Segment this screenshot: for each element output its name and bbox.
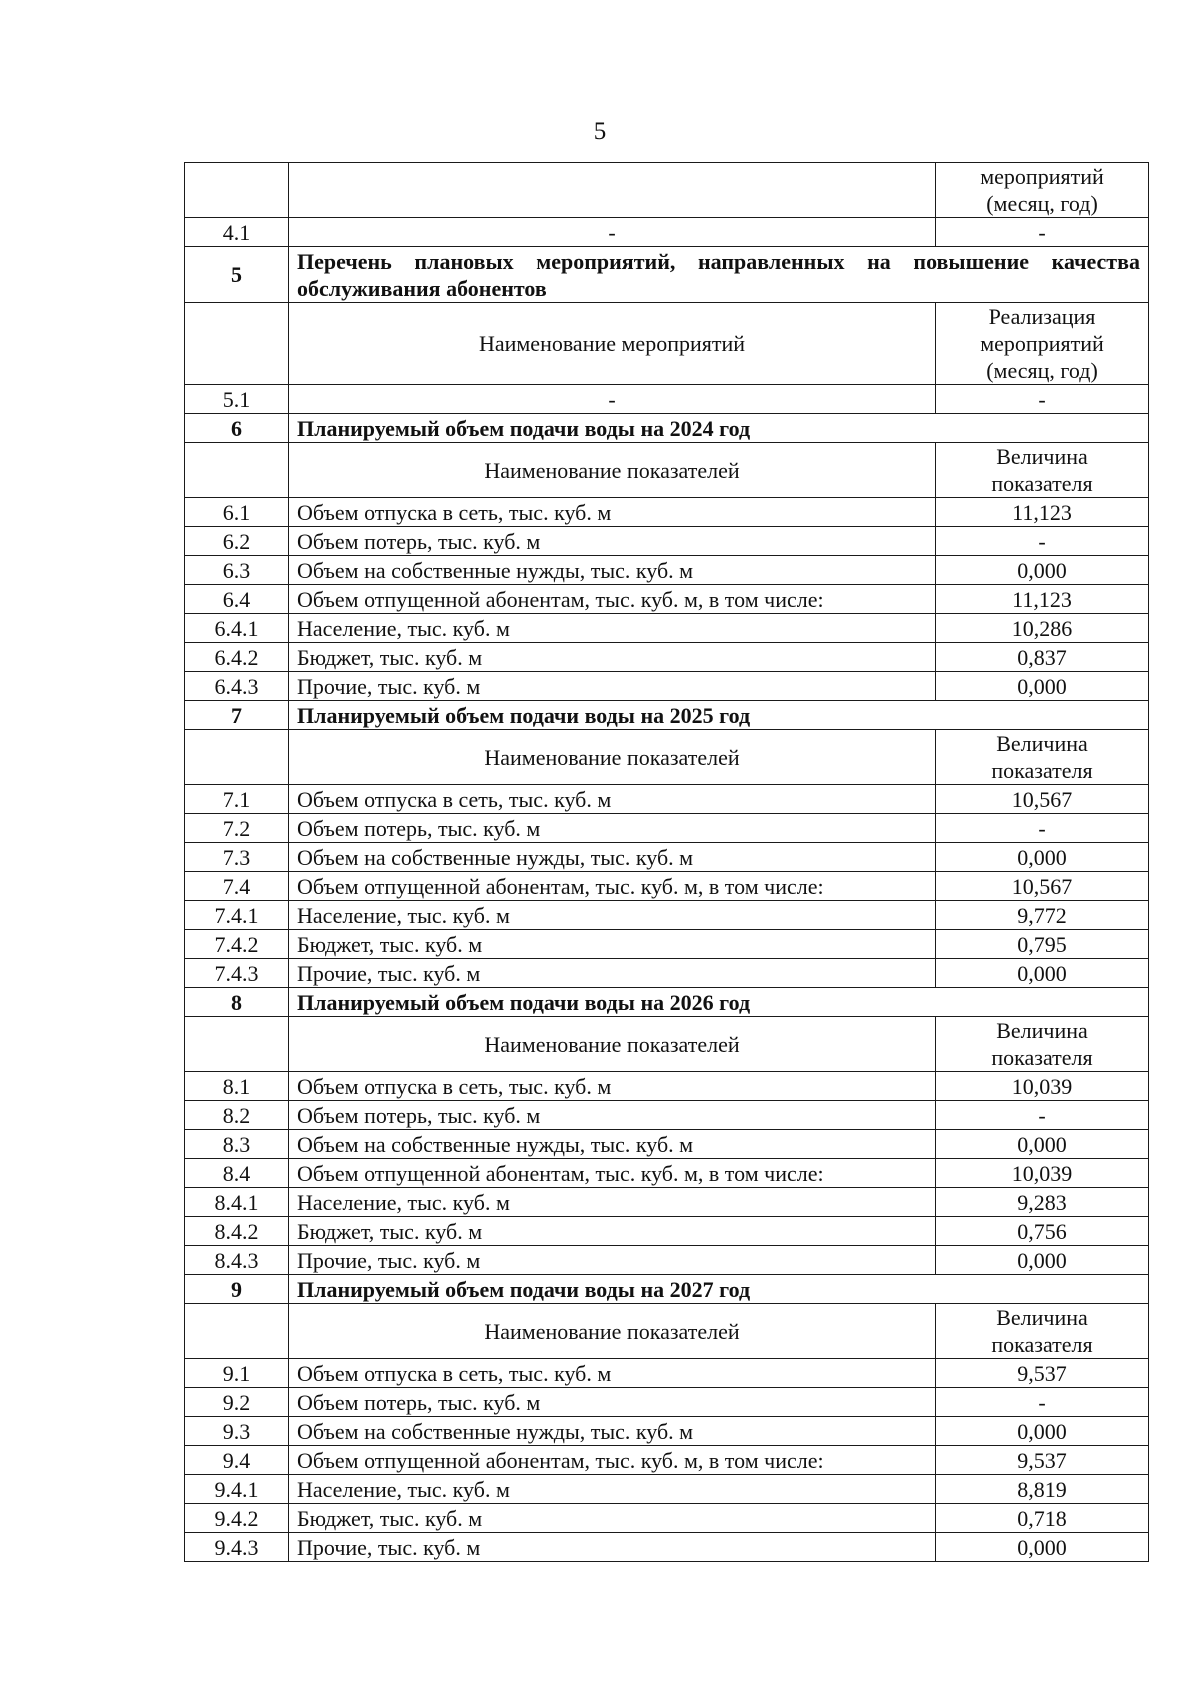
column-header-name: Наименование показателей bbox=[289, 730, 936, 785]
row-number: 8.2 bbox=[185, 1101, 289, 1130]
section-title-row bbox=[185, 247, 1149, 303]
row-number: 8.3 bbox=[185, 1130, 289, 1159]
row-value: 9,772 bbox=[936, 901, 1149, 930]
row-name: Прочие, тыс. куб. м bbox=[289, 1533, 936, 1562]
table-row bbox=[185, 1101, 1149, 1130]
header-value-cell: мероприятий (месяц, год) bbox=[936, 163, 1149, 218]
row-number: 9.4.1 bbox=[185, 1475, 289, 1504]
row-value: 11,123 bbox=[936, 498, 1149, 527]
section-title: Планируемый объем подачи воды на 2026 год bbox=[289, 988, 1149, 1017]
row-name: Объем отпуска в сеть, тыс. куб. м bbox=[289, 1359, 936, 1388]
table-row bbox=[185, 814, 1149, 843]
table-row bbox=[185, 901, 1149, 930]
row-number: 5.1 bbox=[185, 385, 289, 414]
row-name: Прочие, тыс. куб. м bbox=[289, 672, 936, 701]
section-title: Планируемый объем подачи воды на 2024 год bbox=[289, 414, 1149, 443]
row-value: 10,567 bbox=[936, 872, 1149, 901]
row-name: Бюджет, тыс. куб. м bbox=[289, 643, 936, 672]
row-value: 0,837 bbox=[936, 643, 1149, 672]
row-value: 0,000 bbox=[936, 959, 1149, 988]
table-row bbox=[185, 585, 1149, 614]
table-row bbox=[185, 1246, 1149, 1275]
row-number: 8.4.3 bbox=[185, 1246, 289, 1275]
column-header-row bbox=[185, 1017, 1149, 1072]
row-number: 7.1 bbox=[185, 785, 289, 814]
row-name: Объем отпущенной абонентам, тыс. куб. м, в том числе: bbox=[289, 872, 936, 901]
row-number: 8.4.2 bbox=[185, 1217, 289, 1246]
row-name: Объем на собственные нужды, тыс. куб. м bbox=[289, 1417, 936, 1446]
table-row bbox=[185, 218, 1149, 247]
row-value: 0,718 bbox=[936, 1504, 1149, 1533]
row-value: 10,567 bbox=[936, 785, 1149, 814]
table-row bbox=[185, 959, 1149, 988]
row-value: 0,000 bbox=[936, 1417, 1149, 1446]
section-title-row bbox=[185, 1275, 1149, 1304]
column-header-value: Величина показателя bbox=[936, 443, 1149, 498]
row-number: 4.1 bbox=[185, 218, 289, 247]
header-num-cell bbox=[185, 1304, 289, 1359]
row-value: 0,756 bbox=[936, 1217, 1149, 1246]
row-value: 8,819 bbox=[936, 1475, 1149, 1504]
column-header-row bbox=[185, 443, 1149, 498]
section-title: Перечень плановых мероприятий, направленных на повышение качества обслуживания абонентов bbox=[289, 247, 1149, 303]
row-value: 0,000 bbox=[936, 1533, 1149, 1562]
table-row bbox=[185, 498, 1149, 527]
row-number: 8.4.1 bbox=[185, 1188, 289, 1217]
row-number: 7.4.1 bbox=[185, 901, 289, 930]
row-number: 6.3 bbox=[185, 556, 289, 585]
section-title-row bbox=[185, 701, 1149, 730]
row-number: 9.4.2 bbox=[185, 1504, 289, 1533]
row-name: Объем потерь, тыс. куб. м bbox=[289, 1101, 936, 1130]
header-num-cell bbox=[185, 443, 289, 498]
row-value: 11,123 bbox=[936, 585, 1149, 614]
table-row bbox=[185, 1188, 1149, 1217]
header-name-cell bbox=[289, 163, 936, 218]
row-value: - bbox=[936, 385, 1149, 414]
row-name: Население, тыс. куб. м bbox=[289, 614, 936, 643]
header-num-cell bbox=[185, 1017, 289, 1072]
row-number: 9.2 bbox=[185, 1388, 289, 1417]
row-name: - bbox=[289, 218, 936, 247]
section-title-row bbox=[185, 414, 1149, 443]
row-number: 9.1 bbox=[185, 1359, 289, 1388]
row-name: Население, тыс. куб. м bbox=[289, 1188, 936, 1217]
table-row bbox=[185, 385, 1149, 414]
row-number: 9.3 bbox=[185, 1417, 289, 1446]
row-value: 9,283 bbox=[936, 1188, 1149, 1217]
header-num-cell bbox=[185, 303, 289, 385]
row-value: - bbox=[936, 218, 1149, 247]
table-row bbox=[185, 1417, 1149, 1446]
column-header-name: Наименование показателей bbox=[289, 1017, 936, 1072]
row-value: 0,000 bbox=[936, 556, 1149, 585]
row-value: 0,795 bbox=[936, 930, 1149, 959]
table-row bbox=[185, 1533, 1149, 1562]
section-title: Планируемый объем подачи воды на 2027 год bbox=[289, 1275, 1149, 1304]
row-number: 9.4 bbox=[185, 1446, 289, 1475]
row-number: 6.4 bbox=[185, 585, 289, 614]
row-value: 0,000 bbox=[936, 672, 1149, 701]
row-value: 0,000 bbox=[936, 1130, 1149, 1159]
row-name: Объем отпуска в сеть, тыс. куб. м bbox=[289, 498, 936, 527]
row-name: Население, тыс. куб. м bbox=[289, 1475, 936, 1504]
row-value: 10,286 bbox=[936, 614, 1149, 643]
column-header-name: Наименование показателей bbox=[289, 1304, 936, 1359]
header-row-continued bbox=[185, 163, 1149, 218]
column-header-value: Величина показателя bbox=[936, 1304, 1149, 1359]
table-row bbox=[185, 1159, 1149, 1188]
row-value: - bbox=[936, 527, 1149, 556]
section-number: 5 bbox=[185, 247, 289, 303]
column-header-value: Реализация мероприятий (месяц, год) bbox=[936, 303, 1149, 385]
section-number: 6 bbox=[185, 414, 289, 443]
row-number: 6.4.2 bbox=[185, 643, 289, 672]
header-num-cell bbox=[185, 730, 289, 785]
column-header-row bbox=[185, 303, 1149, 385]
table-row bbox=[185, 672, 1149, 701]
table-row bbox=[185, 785, 1149, 814]
row-number: 6.1 bbox=[185, 498, 289, 527]
row-value: - bbox=[936, 1388, 1149, 1417]
column-header-row bbox=[185, 730, 1149, 785]
row-value: 10,039 bbox=[936, 1159, 1149, 1188]
section-number: 8 bbox=[185, 988, 289, 1017]
row-name: Прочие, тыс. куб. м bbox=[289, 1246, 936, 1275]
row-name: Бюджет, тыс. куб. м bbox=[289, 930, 936, 959]
table-row bbox=[185, 872, 1149, 901]
row-name: Объем на собственные нужды, тыс. куб. м bbox=[289, 1130, 936, 1159]
row-number: 7.3 bbox=[185, 843, 289, 872]
plan-table-body bbox=[185, 163, 1149, 1562]
row-name: Бюджет, тыс. куб. м bbox=[289, 1504, 936, 1533]
column-header-value: Величина показателя bbox=[936, 730, 1149, 785]
row-value: 0,000 bbox=[936, 1246, 1149, 1275]
row-number: 7.4 bbox=[185, 872, 289, 901]
page-number: 5 bbox=[593, 118, 607, 145]
row-name: Объем потерь, тыс. куб. м bbox=[289, 527, 936, 556]
row-name: Бюджет, тыс. куб. м bbox=[289, 1217, 936, 1246]
row-name: Объем отпуска в сеть, тыс. куб. м bbox=[289, 1072, 936, 1101]
row-number: 7.2 bbox=[185, 814, 289, 843]
table-row bbox=[185, 643, 1149, 672]
row-name: Объем отпущенной абонентам, тыс. куб. м, в том числе: bbox=[289, 585, 936, 614]
row-name: Население, тыс. куб. м bbox=[289, 901, 936, 930]
row-name: Объем отпущенной абонентам, тыс. куб. м, в том числе: bbox=[289, 1159, 936, 1188]
header-num-cell bbox=[185, 163, 289, 218]
table-row bbox=[185, 527, 1149, 556]
column-header-name: Наименование мероприятий bbox=[289, 303, 936, 385]
row-number: 8.1 bbox=[185, 1072, 289, 1101]
section-number: 9 bbox=[185, 1275, 289, 1304]
row-name: Объем отпуска в сеть, тыс. куб. м bbox=[289, 785, 936, 814]
row-name: Прочие, тыс. куб. м bbox=[289, 959, 936, 988]
table-row bbox=[185, 930, 1149, 959]
table-row bbox=[185, 614, 1149, 643]
column-header-row bbox=[185, 1304, 1149, 1359]
row-number: 6.4.3 bbox=[185, 672, 289, 701]
section-number: 7 bbox=[185, 701, 289, 730]
row-number: 9.4.3 bbox=[185, 1533, 289, 1562]
row-name: Объем потерь, тыс. куб. м bbox=[289, 1388, 936, 1417]
table-row bbox=[185, 843, 1149, 872]
table-row bbox=[185, 1475, 1149, 1504]
table-row bbox=[185, 1072, 1149, 1101]
plan-table bbox=[184, 162, 1149, 1562]
row-number: 7.4.3 bbox=[185, 959, 289, 988]
table-row bbox=[185, 1504, 1149, 1533]
row-value: 9,537 bbox=[936, 1446, 1149, 1475]
column-header-value: Величина показателя bbox=[936, 1017, 1149, 1072]
table-row bbox=[185, 1359, 1149, 1388]
table-row bbox=[185, 1446, 1149, 1475]
table-row bbox=[185, 556, 1149, 585]
row-value: 10,039 bbox=[936, 1072, 1149, 1101]
row-value: 0,000 bbox=[936, 843, 1149, 872]
row-value: - bbox=[936, 814, 1149, 843]
row-number: 8.4 bbox=[185, 1159, 289, 1188]
row-value: 9,537 bbox=[936, 1359, 1149, 1388]
column-header-name: Наименование показателей bbox=[289, 443, 936, 498]
row-number: 6.4.1 bbox=[185, 614, 289, 643]
section-title-row bbox=[185, 988, 1149, 1017]
row-name: - bbox=[289, 385, 936, 414]
table-row bbox=[185, 1130, 1149, 1159]
section-title: Планируемый объем подачи воды на 2025 год bbox=[289, 701, 1149, 730]
row-name: Объем на собственные нужды, тыс. куб. м bbox=[289, 843, 936, 872]
row-value: - bbox=[936, 1101, 1149, 1130]
row-name: Объем отпущенной абонентам, тыс. куб. м, в том числе: bbox=[289, 1446, 936, 1475]
table-row bbox=[185, 1217, 1149, 1246]
table-row bbox=[185, 1388, 1149, 1417]
row-number: 6.2 bbox=[185, 527, 289, 556]
row-name: Объем на собственные нужды, тыс. куб. м bbox=[289, 556, 936, 585]
row-number: 7.4.2 bbox=[185, 930, 289, 959]
row-name: Объем потерь, тыс. куб. м bbox=[289, 814, 936, 843]
